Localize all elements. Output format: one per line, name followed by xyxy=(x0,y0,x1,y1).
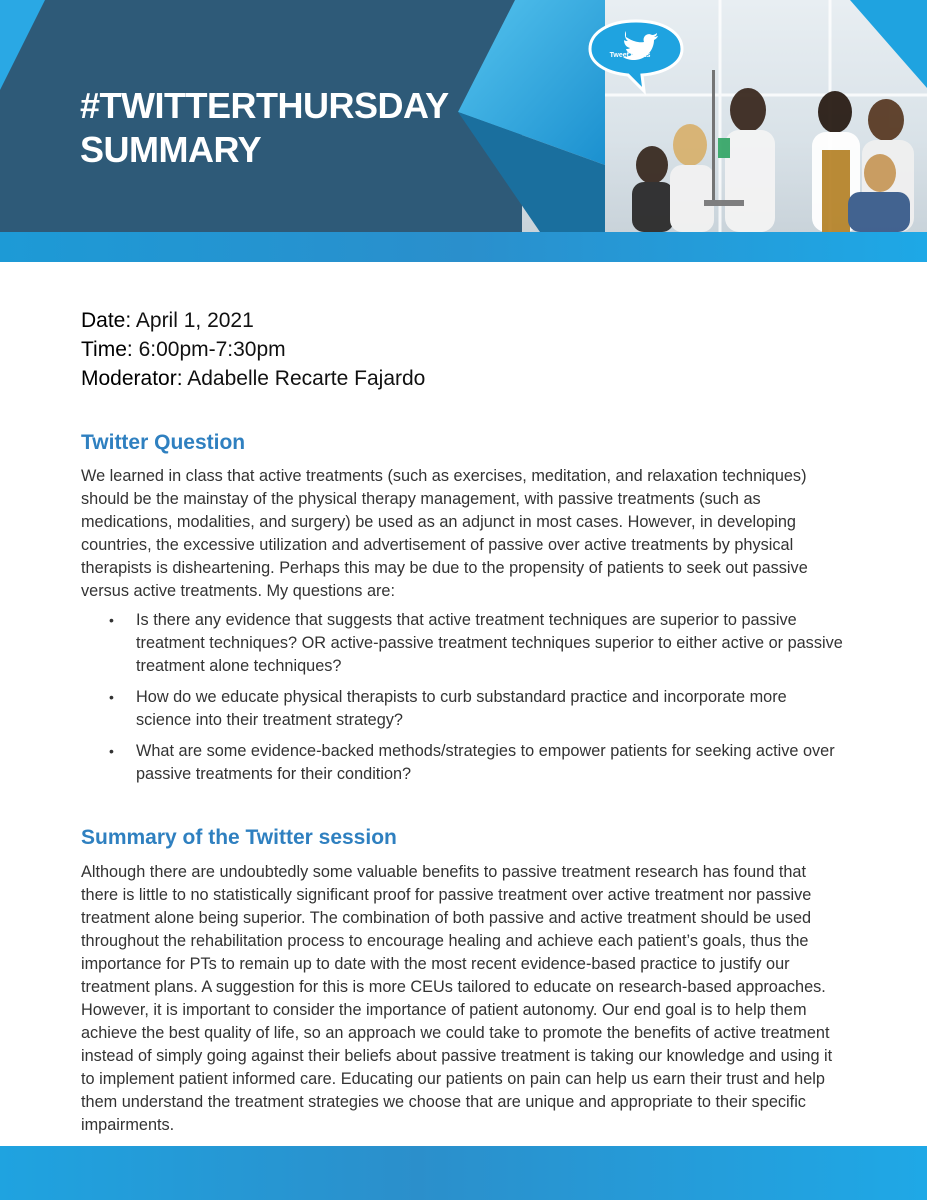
bullet-icon: • xyxy=(109,689,114,705)
page-title xyxy=(80,84,500,172)
header-banner xyxy=(0,0,927,262)
question-bullets xyxy=(81,609,846,794)
bullet-icon: • xyxy=(109,743,114,759)
moderator-value: Adabelle Recarte Fajardo xyxy=(182,367,426,390)
bullet-text: Is there any evidence that suggests that active treatment techniques are superior to passive treatment techniques? OR active-passive treatment techniques superior to either active or passive treatment alone techniques? xyxy=(136,611,843,675)
time-value: 6:00pm-7:30pm xyxy=(132,338,286,361)
time-label: Time: xyxy=(81,338,133,361)
summary-heading: Summary of the Twitter session xyxy=(81,826,397,849)
list-item xyxy=(81,609,846,678)
question-body: We learned in class that active treatments (such as exercises, meditation, and relaxation techniques) should be the mainstay of the physical therapy management, with passive treatments (such as medications, modalities, and surgery) be used as an adjunct in most cases. However, in developing countries, the excessive utilization and advertisement of passive over active treatments by physical therapists is disheartening. Perhaps this may be due to the propensity of patients to seek out passive versus active treatments. My questions are: xyxy=(81,467,808,600)
list-item xyxy=(81,740,846,786)
date-value: April 1, 2021 xyxy=(131,309,254,332)
question-heading: Twitter Question xyxy=(81,431,246,454)
date-line xyxy=(81,306,851,335)
moderator-line xyxy=(81,364,851,393)
summary-body: Although there are undoubtedly some valuable benefits to passive treatment research has found that there is little to no statistically significant proof for passive treatment over active treatment nor passive treatment alone being superior. The combination of both passive and active treatment should be used throughout the rehabilitation process to encourage healing and achieve each patient’s goals, thus the importance for PTs to remain up to date with the most recent evidence-based practice to justify our treatment plans. A suggestion for this is more CEUs tailored to educate on research-based approaches. However, it is important to consider the importance of patient autonomy. Our end goal is to help them achieve the best quality of life, so an approach we could take to promote the benefits of active treatment instead of simply going against their beliefs about passive treatment is taking our knowledge and using it to implement patient informed care. Educating our patients on pain can help us earn their trust and help them understand the treatment strategies we choose that are unique and appropriate to their specific impairments. xyxy=(81,863,833,1134)
bubble-label: Tweet Chats xyxy=(609,52,651,59)
bullet-text: What are some evidence-backed methods/strategies to empower patients for seeking active over passive treatments for their condition? xyxy=(136,742,835,783)
footer-band xyxy=(0,1146,927,1200)
list-item xyxy=(81,686,846,732)
bullet-text: How do we educate physical therapists to curb substandard practice and incorporate more science into their treatment strategy? xyxy=(136,688,787,729)
title-line-2: SUMMARY xyxy=(80,129,262,170)
date-label: Date: xyxy=(81,309,132,332)
moderator-label: Moderator: xyxy=(81,367,183,390)
session-meta xyxy=(81,306,851,393)
time-line xyxy=(81,335,851,364)
bullet-icon: • xyxy=(109,612,114,628)
title-line-1: #TWITTERTHURSDAY xyxy=(80,85,449,126)
